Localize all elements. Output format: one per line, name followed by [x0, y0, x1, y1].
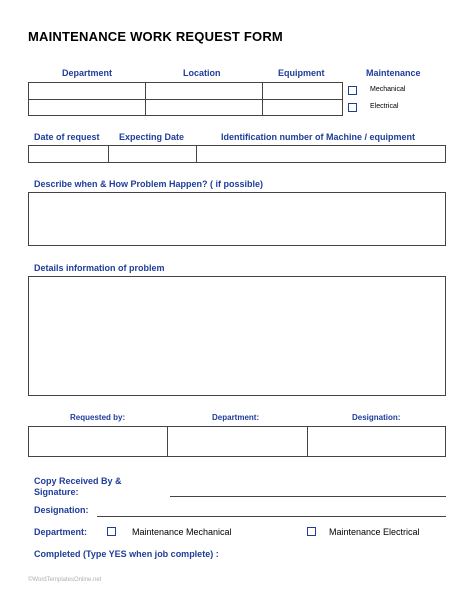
mechanical-checkbox[interactable] — [348, 86, 357, 95]
maintenance-mechanical-checkbox[interactable] — [107, 527, 116, 536]
requested-by-field[interactable] — [29, 427, 168, 456]
maintenance-mechanical-label: Maintenance Mechanical — [132, 527, 232, 537]
bottom-department-label: Department: — [34, 527, 88, 537]
electrical-label: Electrical — [370, 103, 399, 110]
equipment-header: Equipment — [278, 68, 325, 78]
maintenance-electrical-checkbox[interactable] — [307, 527, 316, 536]
date-of-request-header: Date of request — [34, 132, 100, 142]
maintenance-electrical-label: Maintenance Electrical — [329, 527, 420, 537]
completed-label: Completed (Type YES when job complete) : — [34, 549, 219, 559]
table-row-divider — [29, 99, 342, 100]
signoff-row — [28, 426, 446, 457]
requested-by-header: Requested by: — [70, 413, 126, 422]
department-header: Department — [62, 68, 113, 78]
footer-watermark: ©WordTemplatesOnline.net — [28, 577, 102, 583]
identification-number-header: Identification number of Machine / equipment — [221, 132, 416, 142]
electrical-checkbox[interactable] — [348, 103, 357, 112]
describe-textarea[interactable] — [28, 192, 446, 246]
details-textarea[interactable] — [28, 276, 446, 396]
signoff-department-field[interactable] — [168, 427, 308, 456]
describe-label: Describe when & How Problem Happen? ( if possible) — [34, 179, 264, 189]
date-of-request-field[interactable] — [29, 146, 109, 162]
signoff-designation-header: Designation: — [352, 413, 401, 422]
expecting-date-field[interactable] — [109, 146, 197, 162]
expecting-date-header: Expecting Date — [119, 132, 185, 142]
department-location-equipment-table — [28, 82, 343, 116]
bottom-designation-line[interactable] — [97, 516, 446, 517]
mechanical-label: Mechanical — [370, 86, 406, 93]
copy-received-label-line2: Signature: — [34, 487, 79, 497]
copy-received-label-line1: Copy Received By & — [34, 476, 122, 486]
location-header: Location — [183, 68, 221, 78]
bottom-designation-label: Designation: — [34, 505, 89, 515]
date-row — [28, 145, 446, 163]
maintenance-header: Maintenance — [366, 68, 421, 78]
form-title: MAINTENANCE WORK REQUEST FORM — [28, 29, 283, 44]
copy-received-signature-line[interactable] — [170, 496, 446, 497]
details-label: Details information of problem — [34, 263, 165, 273]
signoff-department-header: Department: — [212, 413, 260, 422]
